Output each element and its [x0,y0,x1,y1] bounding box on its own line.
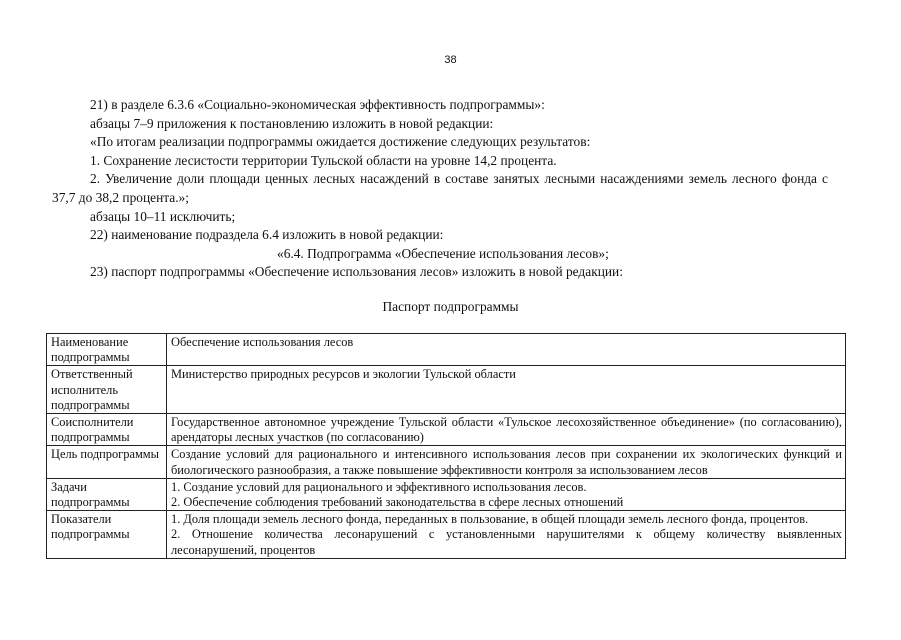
paragraph: «6.4. Подпрограмма «Обеспечение использования лесов»; [277,245,609,261]
row-content [167,511,846,559]
paragraph: 1. Сохранение лесистости территории Тульской области на уровне 14,2 процента. [90,152,557,168]
table-row [47,366,846,414]
table-row [47,478,846,510]
row-content-line: 2. Обеспечение соблюдения требований законодательства в сфере лесных отношений [171,495,624,510]
row-content [167,446,846,478]
row-content-line: Создание условий для рационального и интенсивного использования лесов при сохранении их экологических функций и биологического разнообразия, а также повышение эффективности контроля за использованием лесов [171,447,842,477]
table-row [47,334,846,366]
row-content [167,478,846,510]
row-content-line: 1. Доля площади земель лесного фонда, переданных в пользование, в общей площади земель лесного фонда, процентов. [171,512,809,527]
page-number: 38 [444,54,457,66]
row-label: Показатели подпрограммы [47,511,167,559]
row-label: Цель подпрограммы [47,446,167,478]
paragraph: абзацы 7–9 приложения к постановлению изложить в новой редакции: [90,115,494,131]
table-title: Паспорт подпрограммы [382,299,519,314]
paragraph: 2. Увеличение доли площади ценных лесных насаждений в составе занятых лесными насаждениями земель лесного фонда с 37,7 до 38,2 процента.»; [52,171,828,205]
row-label: Ответственный исполнитель подпрограммы [47,366,167,414]
row-label: Наименование подпрограммы [47,334,167,366]
row-content [167,366,846,414]
table-row [47,511,846,559]
row-label: Соисполнители подпрограммы [47,414,167,446]
paragraph: «По итогам реализации подпрограммы ожидается достижение следующих результатов: [90,134,591,150]
row-content-line: 1. Создание условий для рационального и эффективного использования лесов. [171,479,587,494]
row-content-line: Государственное автономное учреждение Тульской области «Тульское лесохозяйственное объединение» (по согласованию), арендаторы лесных участков (по согласованию) [171,415,842,445]
row-label: Задачи подпрограммы [47,478,167,510]
paragraph: 21) в разделе 6.3.6 «Социально-экономическая эффективность подпрограммы»: [90,97,545,112]
passport-table [46,333,846,559]
paragraph: абзацы 10–11 исключить; [90,208,236,224]
table-row [47,446,846,478]
paragraph: 23) паспорт подпрограммы «Обеспечение использования лесов» изложить в новой редакции: [90,264,623,280]
row-content-line: Министерство природных ресурсов и экологии Тульской области [171,367,516,382]
row-content-line: Обеспечение использования лесов [171,335,354,349]
table-row [47,414,846,446]
row-content [167,334,846,366]
row-content [167,414,846,446]
row-content-line: 2. Отношение количества лесонарушений с установленными нарушителями к общему количеству выявленных лесонарушений, процентов [171,527,842,557]
body-text [52,96,828,282]
paragraph: 22) наименование подраздела 6.4 изложить в новой редакции: [90,227,444,243]
